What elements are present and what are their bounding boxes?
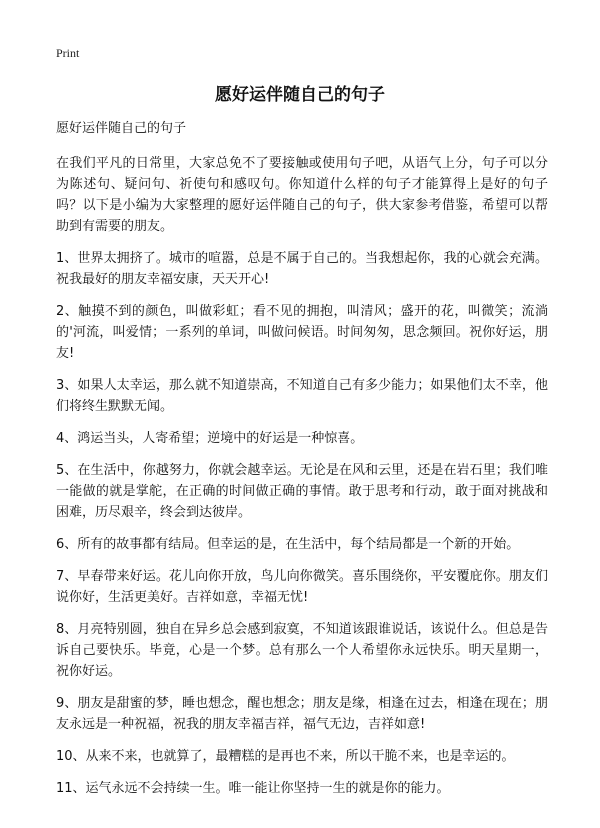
list-item: 11、运气永远不会持续一生。唯一能让你坚持一生的就是你的能力。 [56,781,450,796]
list-item: 3、如果人太幸运，那么就不知道崇高，不知道自己有多少能力；如果他们太不幸，他们将终生默默无闻。 [56,378,548,414]
list-item: 9、朋友是甜蜜的梦，睡也想念，醒也想念；朋友是缘，相逢在过去，相逢在现在；朋友永远是一种祝福，祝我的朋友幸福吉祥，福气无边，吉祥如意! [56,696,548,732]
list-item: 2、触摸不到的颜色，叫做彩虹；看不见的拥抱，叫清风；盛开的花，叫微笑；流淌的'河流，叫爱情；一系列的单词，叫做问候语。时间匆匆，思念频回。祝你好运，朋友! [56,304,548,361]
print-link[interactable]: Print [56,46,80,60]
list-item: 7、早春带来好运。花儿向你开放，鸟儿向你微笑。喜乐围绕你，平安覆庇你。朋友们说你好，生活更美好。吉祥如意，幸福无忧! [56,569,548,605]
article-subtitle: 愿好运伴随自己的句子 [56,121,187,136]
list-item: 5、在生活中，你越努力，你就会越幸运。无论是在风和云里，还是在岩石里；我们唯一能做的就是掌舵，在正确的时间做正确的事情。敢于思考和行动，敢于面对挑战和困难，历尽艰辛，终会到达彼岸。 [56,463,548,520]
list-item: 1、世界太拥挤了。城市的喧嚣，总是不属于自己的。当我想起你，我的心就会充满。祝我最好的朋友幸福安康，天天开心! [56,251,548,287]
list-item: 6、所有的故事都有结局。但幸运的是，在生活中，每个结局都是一个新的开始。 [56,537,520,552]
list-item: 10、从来不来，也就算了，最糟糕的是再也不来，所以干脆不来，也是幸运的。 [56,749,515,764]
page-title: 愿好运伴随自己的句子 [215,85,385,105]
article-body [56,118,548,810]
list-item: 4、鸿运当头，人寄希望；逆境中的好运是一种惊喜。 [56,431,364,446]
intro-paragraph: 在我们平凡的日常里，大家总免不了要接触或使用句子吧，从语气上分，句子可以分为陈述句、疑问句、祈使句和感叹句。你知道什么样的句子才能算得上是好的句子吗？以下是小编为大家整理的愿好运伴随自己的句子，供大家参考借鉴，希望可以帮助到有需要的朋友。 [56,156,548,234]
list-item: 8、月亮特别圆，独自在异乡总会感到寂寞，不知道该跟谁说话，该说什么。但总是告诉自己要快乐。毕竟，心是一个梦。总有那么一个人希望你永远快乐。明天星期一，祝你好运。 [56,622,548,679]
